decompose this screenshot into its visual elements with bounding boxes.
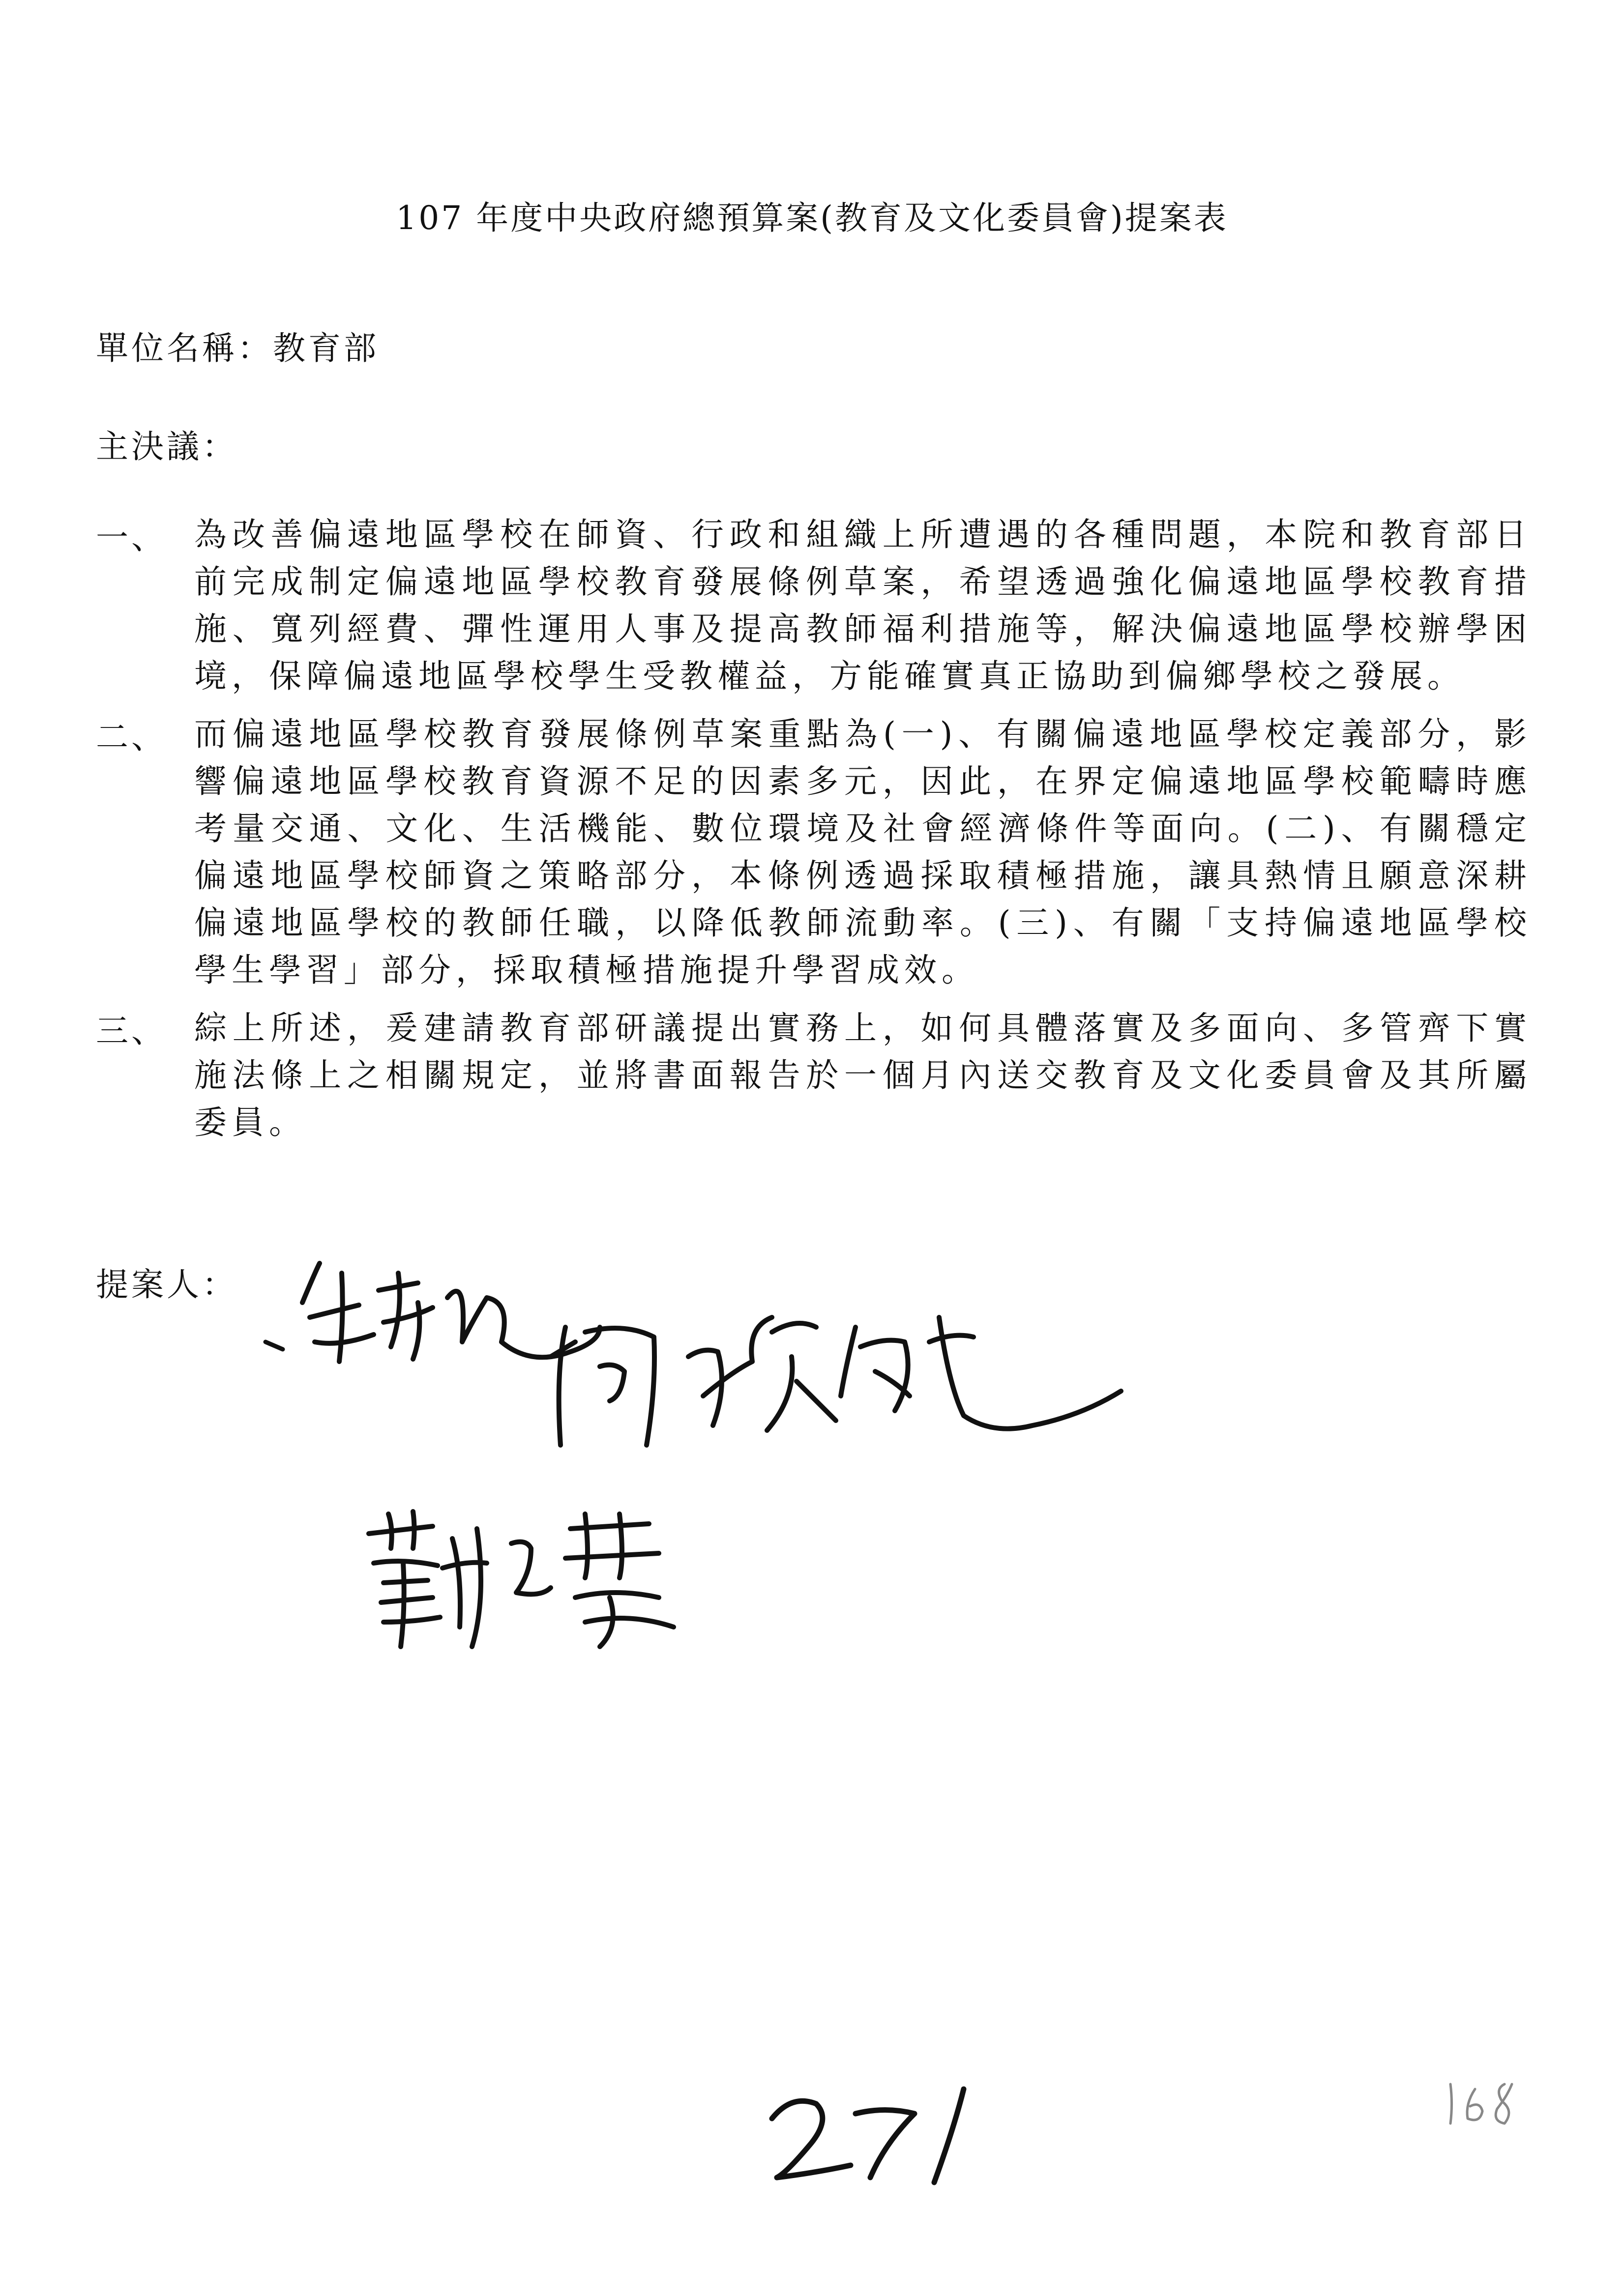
item-number: 一、 xyxy=(96,519,167,556)
resolution-item-1 xyxy=(96,511,1532,700)
resolution-item-3 xyxy=(96,1005,1532,1146)
corner-mark xyxy=(1441,2074,1524,2133)
item-text: 綜上所述，爰建請教育部研議提出實務上，如何具體落實及多面向、多管齊下實施法條上之相關規定，並將書面報告於一個月內送交教育及文化委員會及其所屬委員。 xyxy=(194,1009,1532,1141)
resolution-items xyxy=(96,511,1532,1157)
proposer-label: 提案人： xyxy=(96,1266,237,1304)
signature-2 xyxy=(541,1298,1131,1455)
signature-3 xyxy=(354,1499,698,1657)
unit-name: 單位名稱：教育部 xyxy=(96,329,379,367)
item-number: 二、 xyxy=(96,718,167,756)
item-number: 三、 xyxy=(96,1012,167,1050)
document-title: 107 年度中央政府總預算案(教育及文化委員會)提案表 xyxy=(396,199,1228,237)
handwritten-page-number xyxy=(757,2079,983,2192)
resolution-item-2 xyxy=(96,711,1532,994)
item-text: 為改善偏遠地區學校在師資、行政和組織上所遭遇的各種問題，本院和教育部日前完成制定偏遠地區學校教育發展條例草案，希望透過強化偏遠地區學校教育措施、寬列經費、彈性運用人事及提高教師福利措施等，解決偏遠地區學校辦學困境，保障偏遠地區學校學生受教權益，方能確實真正協助到偏鄉學校之發展。 xyxy=(194,516,1532,695)
resolution-heading: 主決議： xyxy=(96,428,237,465)
item-text: 而偏遠地區學校教育發展條例草案重點為(一)、有關偏遠地區學校定義部分，影響偏遠地區學校教育資源不足的因素多元，因此，在界定偏遠地區學校範疇時應考量交通、文化、生活機能、數位環境及社會經濟條件等面向。(二)、有關穩定偏遠地區學校師資之策略部分，本條例透過採取積極措施，讓具熱情且願意深耕偏遠地區學校的教師任職，以降低教師流動率。(三)、有關「支持偏遠地區學校學生學習」部分，採取積極措施提升學習成效。 xyxy=(194,715,1532,989)
